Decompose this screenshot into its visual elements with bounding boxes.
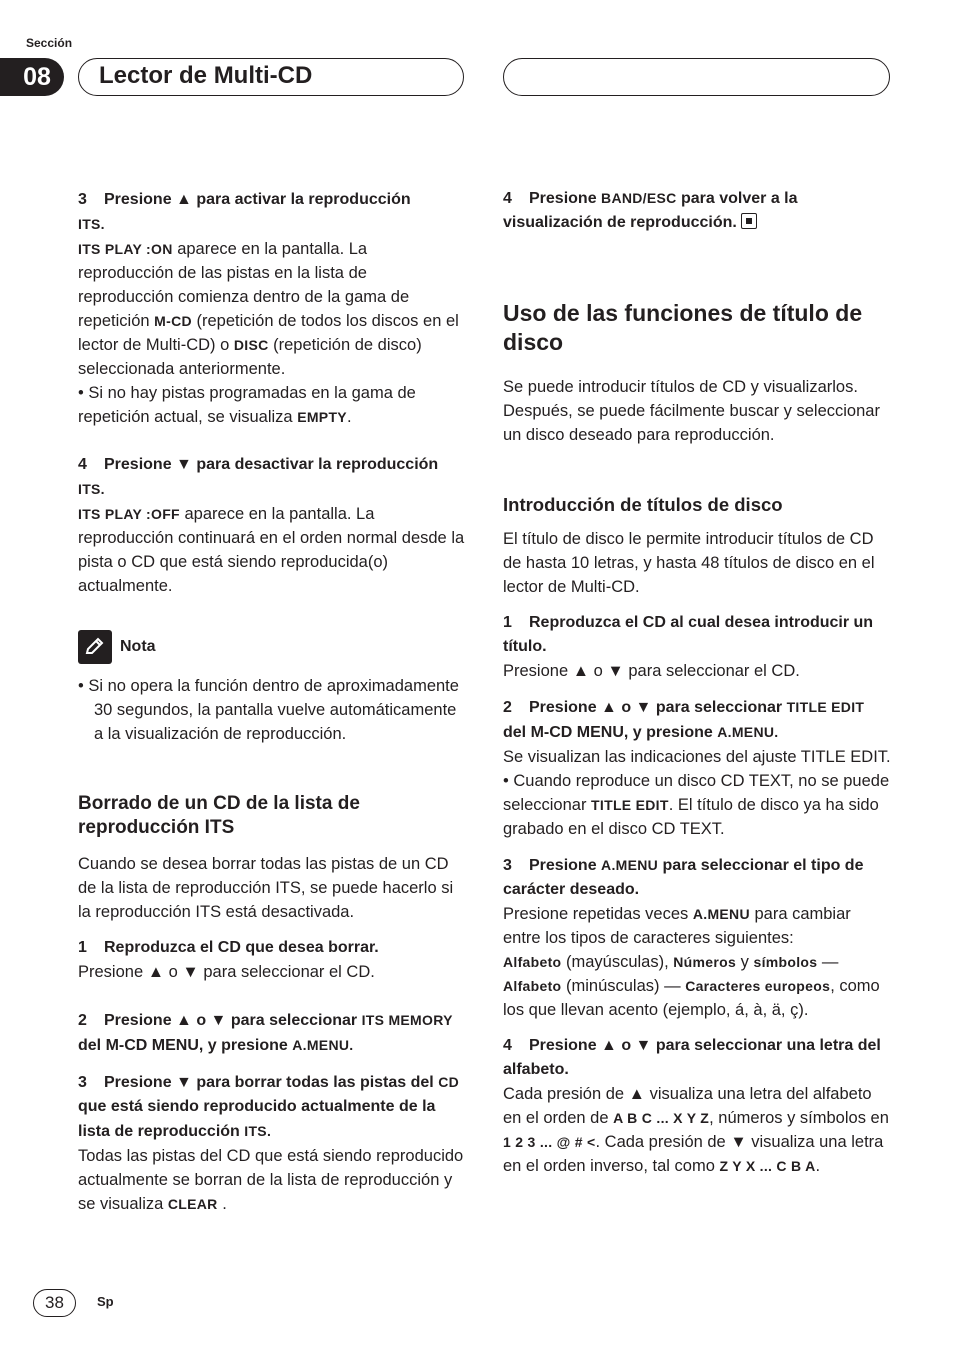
page-language: Sp [97, 1294, 114, 1309]
step-text: o [191, 1012, 211, 1029]
note-header [78, 630, 466, 664]
up-arrow-icon: ▲ [601, 1037, 617, 1054]
intro-step-4-body [503, 1082, 891, 1178]
step-4-body [78, 502, 466, 598]
lcd-text: Números [673, 954, 737, 970]
up-arrow-icon: ▲ [628, 1085, 646, 1103]
body-text: . [217, 1195, 227, 1213]
step-number: 3 [78, 1074, 87, 1091]
step-number: 1 [503, 614, 512, 631]
lcd-text: Alfabeto [503, 978, 562, 994]
step-text: Presione [104, 191, 177, 208]
body-text: , números y símbolos en [709, 1109, 889, 1127]
body-text: y [736, 953, 754, 971]
body-text: , como los que llevan acento (ejemplo, á, à, ä, ç). [503, 977, 880, 1019]
step-number: 1 [78, 939, 87, 956]
lcd-text: ITS. [78, 216, 105, 232]
body-text: (repetición de disco) seleccionada anteriormente. [78, 336, 422, 378]
down-arrow-icon: ▼ [730, 1133, 747, 1151]
step-text: para seleccionar [651, 699, 787, 716]
down-arrow-icon: ▼ [176, 1074, 192, 1091]
step-number: 2 [78, 1012, 87, 1029]
section-heading-uso: Uso de las funciones de título de disco [503, 300, 863, 355]
intro-step-4 [503, 1034, 891, 1082]
step-text: o [616, 699, 636, 716]
step-text: para seleccionar [226, 1012, 362, 1029]
intro-step-3 [503, 853, 891, 902]
step-4-its-off [78, 453, 466, 502]
note-text: • Si no opera la función dentro de aproximadamente 30 segundos, la pantalla vuelve automáticamente a la visualización de reproducción. [78, 677, 459, 743]
lcd-text: TITLE EDIT [786, 699, 865, 715]
lcd-text: ITS. [244, 1123, 272, 1139]
intro-step-2-bullet [503, 769, 891, 841]
body-text: (minúsculas) — [561, 977, 686, 995]
note-label: Nota [120, 638, 156, 655]
up-arrow-icon: ▲ [176, 191, 192, 208]
down-arrow-icon: ▼ [182, 963, 199, 981]
intro-step-1 [503, 611, 891, 659]
lcd-text: DISC [233, 337, 269, 353]
lcd-text: A.MENU [692, 906, 750, 922]
uso-intro: Se puede introducir títulos de CD y visualizarlos. Después, se puede fácilmente buscar y seleccionar un disco deseado para reproducción. [503, 378, 880, 444]
introduccion-intro: El título de disco le permite introducir títulos de CD de hasta 10 letras, y hasta 48 títulos de disco en el lector de Multi-CD. [503, 530, 875, 596]
body-text: Presione [503, 662, 573, 680]
body-text: visualiza una letra del alfabeto en el orden de [503, 1085, 872, 1127]
body-text: aparece en la pantalla. La reproducción continuará en el orden normal desde la pista o CD que está siendo reproducida(o) actualmente. [78, 505, 465, 595]
step-4-band-esc [503, 186, 891, 235]
lcd-text: EMPTY [297, 409, 347, 425]
body-text: — [817, 953, 839, 971]
lcd-text: M-CD [154, 313, 192, 329]
end-mark-icon [741, 213, 757, 229]
body-text: Presione [78, 963, 148, 981]
body-text: . [346, 408, 352, 426]
lcd-text: ITS PLAY :ON [78, 241, 173, 257]
step-text: para seleccionar el tipo de carácter deseado. [503, 857, 864, 898]
body-text: o [164, 963, 183, 981]
body-text: (repetición de todos los discos en el lector de Multi-CD) o [78, 312, 459, 354]
body-text: . [815, 1157, 821, 1175]
step-3-bullet [78, 381, 466, 429]
up-arrow-icon: ▲ [176, 1012, 192, 1029]
lcd-text: ITS MEMORY [361, 1012, 453, 1028]
step-text: del M-CD MENU, y presione [503, 724, 718, 741]
lcd-text: CD [438, 1074, 460, 1090]
step-text: Presione [104, 1074, 177, 1091]
borrado-step-1-body [78, 960, 466, 984]
header-empty-box [503, 58, 890, 96]
down-arrow-icon: ▼ [635, 1037, 652, 1054]
section-heading-introduccion: Introducción de títulos de disco [503, 494, 783, 515]
body-text: para cambiar entre los tipos de caracteres siguientes: [503, 905, 851, 947]
section-number-badge: 08 [0, 58, 64, 96]
borrado-step-3 [78, 1070, 466, 1144]
step-text: para volver a la visualización de reproducción. [503, 190, 798, 231]
section-label: Sección [26, 36, 73, 50]
step-text: Presione [529, 1037, 602, 1054]
step-3-its-on [78, 188, 466, 237]
lcd-text: símbolos [753, 954, 818, 970]
lcd-text: ITS. [78, 481, 105, 497]
body-text: . Cada presión de [595, 1133, 731, 1151]
page-title: Lector de Multi-CD [78, 58, 464, 96]
lcd-text: Alfabeto [503, 954, 562, 970]
step-text: Presione [529, 190, 602, 207]
lcd-text: Z Y X ... C B A [719, 1158, 816, 1174]
up-arrow-icon: ▲ [572, 662, 590, 680]
up-arrow-icon: ▲ [601, 699, 617, 716]
lcd-text: A B C ... X Y Z [613, 1110, 710, 1126]
left-column [78, 188, 466, 1216]
step-text: para borrar todas las pistas del [191, 1074, 439, 1091]
step-text: Presione [529, 699, 602, 716]
bullet-text: • Cuando reproduce un disco CD TEXT, no se puede seleccionar [503, 772, 890, 814]
borrado-step-3-body [78, 1144, 466, 1216]
intro-step-3-body [503, 902, 891, 950]
down-arrow-icon: ▼ [635, 699, 652, 716]
intro-step-1-body [503, 659, 891, 683]
step-text: para desactivar la reproducción [191, 456, 439, 473]
lcd-text: A.MENU. [292, 1037, 354, 1053]
step-text: Reproduzca el CD que desea borrar. [104, 939, 379, 956]
down-arrow-icon: ▼ [176, 456, 192, 473]
body-text: (mayúsculas), [561, 953, 674, 971]
right-column [503, 186, 891, 1178]
step-text: o [616, 1037, 636, 1054]
step-text: del M-CD MENU, y presione [78, 1037, 293, 1054]
borrado-step-1 [78, 936, 466, 960]
body-text: Cada presión de [503, 1085, 629, 1103]
body-text: Presione repetidas veces [503, 905, 693, 923]
body-text: aparece en la pantalla. La reproducción de las pistas en la lista de reproducción comienza dentro de la gama de repetición [78, 240, 410, 330]
step-text: Presione [529, 857, 602, 874]
lcd-text: ITS PLAY :OFF [78, 506, 180, 522]
section-heading-borrado: Borrado de un CD de la lista de reproducción ITS [78, 793, 360, 838]
step-number: 3 [78, 191, 87, 208]
lcd-text: BAND/ESC [601, 190, 677, 206]
step-text: Presione [104, 456, 177, 473]
lcd-text: TITLE EDIT [591, 797, 669, 813]
intro-step-3-types [503, 950, 891, 1022]
lcd-text: 1 2 3 ... @ # < [503, 1134, 596, 1150]
step-text: para seleccionar una letra del alfabeto. [503, 1037, 881, 1078]
step-number: 2 [503, 699, 512, 716]
body-text: para seleccionar el CD. [198, 963, 375, 981]
step-text: Presione [104, 1012, 177, 1029]
step-number: 3 [503, 857, 512, 874]
body-text: para seleccionar el CD. [623, 662, 800, 680]
pencil-note-icon [78, 630, 112, 664]
down-arrow-icon: ▼ [210, 1012, 227, 1029]
pencil-icon [83, 635, 107, 659]
bullet-text: • Si no hay pistas programadas en la gama de repetición actual, se visualiza [78, 384, 416, 426]
step-text: para activar la reproducción [191, 191, 411, 208]
step-text: Reproduzca el CD al cual desea introducir un título. [503, 614, 874, 655]
step-number: 4 [78, 456, 87, 473]
step-number: 4 [503, 1037, 512, 1054]
down-arrow-icon: ▼ [607, 662, 624, 680]
borrado-step-2 [78, 1008, 466, 1058]
intro-step-2-body: Se visualizan las indicaciones del ajuste TITLE EDIT. [503, 748, 891, 766]
borrado-intro: Cuando se desea borrar todas las pistas de un CD de la lista de reproducción ITS, se puede hacerlo si la reproducción ITS está desactivada. [78, 855, 454, 921]
page-number: 38 [33, 1289, 76, 1317]
body-text: o [589, 662, 608, 680]
step-3-body [78, 237, 466, 381]
lcd-text: A.MENU. [717, 724, 779, 740]
step-number: 4 [503, 190, 512, 207]
body-text: . El título de disco ya ha sido grabado en el disco CD TEXT. [503, 796, 879, 838]
step-text: que está siendo reproducido actualmente de la lista de reproducción [78, 1098, 436, 1140]
body-text: visualiza una letra en el orden inverso, tal como [503, 1133, 884, 1175]
lcd-text: A.MENU [601, 857, 659, 873]
lcd-text: Caracteres europeos [685, 978, 831, 994]
up-arrow-icon: ▲ [147, 963, 165, 981]
intro-step-2 [503, 695, 891, 745]
body-text: Todas las pistas del CD que está siendo reproducido actualmente se borran de la lista de reproducción y se visualiza [78, 1147, 464, 1213]
lcd-text: CLEAR [167, 1196, 218, 1212]
